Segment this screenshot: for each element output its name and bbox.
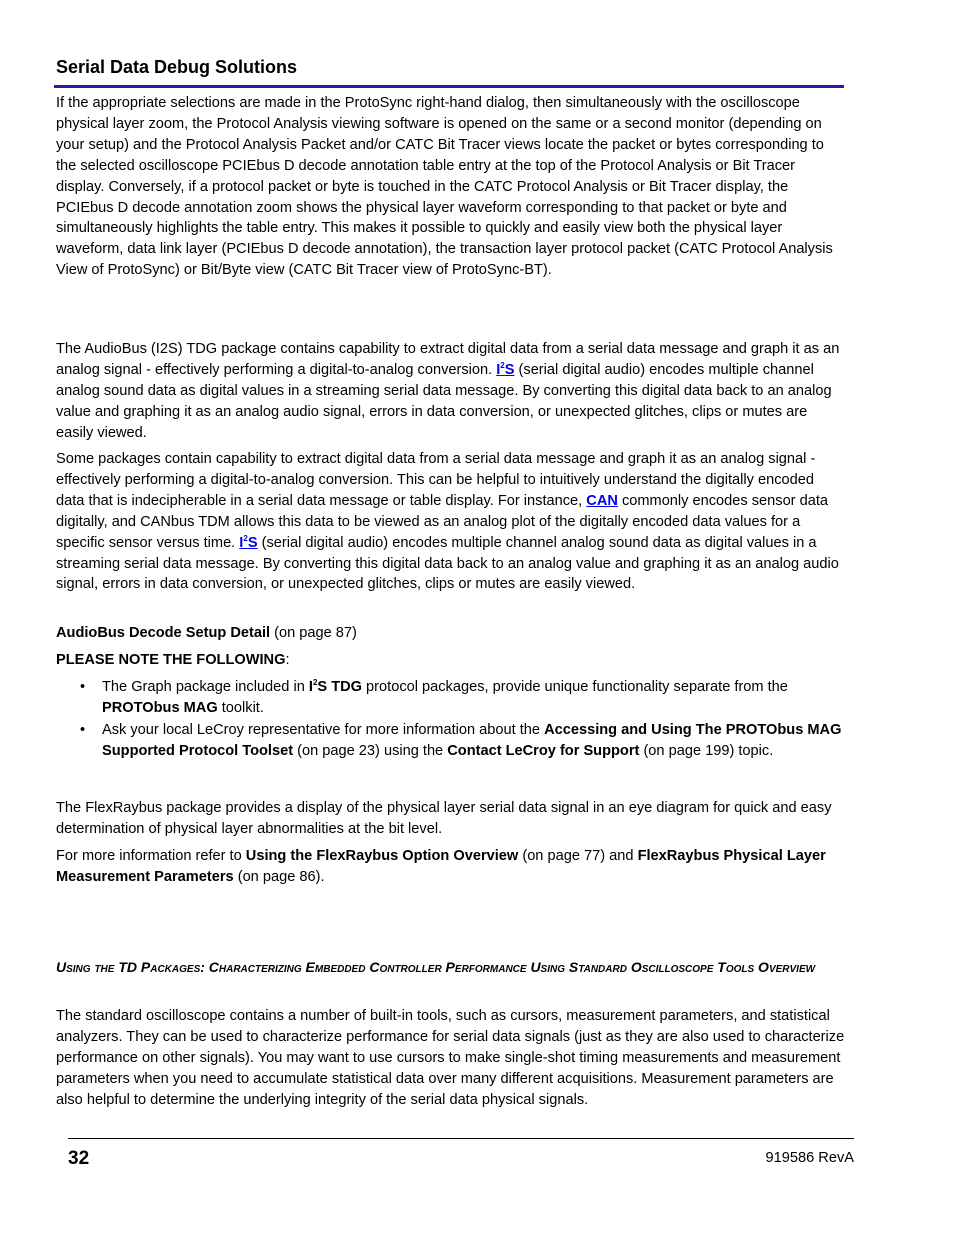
i2s-link[interactable]: $I^2S$ <box>496 360 515 378</box>
contact-support-link[interactable]: Contact LeCroy for Support <box>447 742 640 759</box>
list-item: • Ask your local LeCroy representative for more information about the Accessing and Using The PROTObus MAG Supported Protocol Toolset (on page 23) using the Contact LeCroy for Support (on page 199) topic. <box>80 721 842 759</box>
list-item: • The Graph package included in $I^2S$ TDG protocol packages, provide unique functionality separate from the PROTObus MAG toolkit. <box>80 678 788 716</box>
page-number: 32 <box>68 1148 90 1169</box>
paragraph-protosync: If the appropriate selections are made in the ProtoSync right-hand dialog, then simultaneously with the oscilloscope physical layer zoom, the Protocol Analysis viewing software is opened on the same or a second monitor (depending on your setup) and the Protocol Analysis Packet and/or CATC Bit Tracer views locate the packet or bytes corresponding to the selected oscilloscope PCIEbus D decode annotation table entry at the top of the Protocol Analysis or Bit Tracer display. Conversely, if a protocol packet or byte is touched in the CATC Protocol Analysis or Bit Tracer display, the PCIEbus D decode annotation zoom shows the physical layer waveform corresponding to that packet or byte and simultaneously highlights the table entry. This makes it possible to quickly and easily view both the physical layer waveform, data link layer (PCIEbus D decode annotation), the transaction layer protocol packet (CATC Protocol Analysis View of ProtoSync) or Bit/Byte view (CATC Bit Tracer view of ProtoSync-BT). <box>56 95 833 279</box>
footer-divider <box>68 1138 854 1139</box>
audiobus-text-after: (serial digital audio) encodes multiple channel analog sound data as digital values in a streaming serial data message. By converting this digital data back to an analog value and graphing it as an analog audio signal, errors in data conversion, or unexpected glitches, clips or mutes are easily viewed. <box>56 361 832 441</box>
note-bullet-list <box>56 677 846 763</box>
protobus-toolset-link[interactable]: Accessing and Using The PROTObus MAG Supported Protocol Toolset <box>102 721 842 759</box>
paragraph-audiobus <box>56 339 846 444</box>
paragraph-packages: Some packages contain capability to extract digital data from a serial data message and graph it as an analog signal - effectively performing a digital-to-analog conversion. This can be helpful to intuitively understand the digitally encoded data that is indecipherable in a serial data message or table display. For instance, CAN commonly encodes sensor data digitally, and CANbus TDM allows this data to be viewed as an analog plot of the digitally encoded data values for a specific sensor versus time. $I^2S$ (serial digital audio) encodes multiple channel analog sound data as digital values in a streaming serial data message. By converting this digital data back to an analog value and graphing it as an analog audio signal, errors in data conversion, or unexpected glitches, clips or mutes are easily viewed. <box>56 451 839 593</box>
audiobus-decode-reference: AudioBus Decode Setup Detail (on page 87) <box>56 625 357 641</box>
page-header-title: Serial Data Debug Solutions <box>56 57 298 77</box>
document-revision: 919586 RevA <box>765 1150 854 1166</box>
flexraybus-parameters-link[interactable]: FlexRaybus Physical Layer Measurement Parameters <box>56 848 826 885</box>
bullet-icon: • <box>80 721 86 738</box>
flexraybus-overview-link[interactable]: Using the FlexRaybus Option Overview <box>245 848 519 864</box>
paragraph-flexraybus-refs: For more information refer to Using the FlexRaybus Option Overview (on page 77) and FlexRaybus Physical Layer Measurement Parameters (on page 86). <box>56 848 826 885</box>
paragraph-oscilloscope-tools: The standard oscilloscope contains a number of built-in tools, such as cursors, measurement parameters, and statistical analyzers. They can be used to characterize performance for serial data signals (just as they are also used to characterize performance on other signals). You may want to use cursors to make single-shot timing measurements and measurement parameters when you need to accumulate statistical data over many different acquisitions. Measurement parameters are also helpful to determine the underlying integrity of the serial data physical signals. <box>56 1008 845 1108</box>
paragraph-flexraybus: The FlexRaybus package provides a display of the physical layer serial data signal in an eye diagram for quick and easy determination of physical layer abnormalities at the bit level. <box>56 800 832 837</box>
header-divider <box>54 85 844 88</box>
bullet-icon: • <box>80 679 86 695</box>
audiobus-text-before: The AudioBus (I2S) TDG package contains capability to extract digital data from a serial data message and graph it as an analog signal - effectively performing a digital-to-analog conversion. <box>56 341 840 378</box>
i2s-link-2[interactable]: $I^2S$ <box>239 533 258 551</box>
note-heading: PLEASE NOTE THE FOLLOWING: <box>56 652 290 668</box>
can-link[interactable]: CAN <box>586 492 618 509</box>
audiobus-decode-link[interactable]: AudioBus Decode Setup Detail <box>56 625 271 641</box>
section-heading: Using the TD Packages: Characterizing Embedded Controller Performance Using Standard Oscilloscope Tools Overview <box>56 959 816 975</box>
